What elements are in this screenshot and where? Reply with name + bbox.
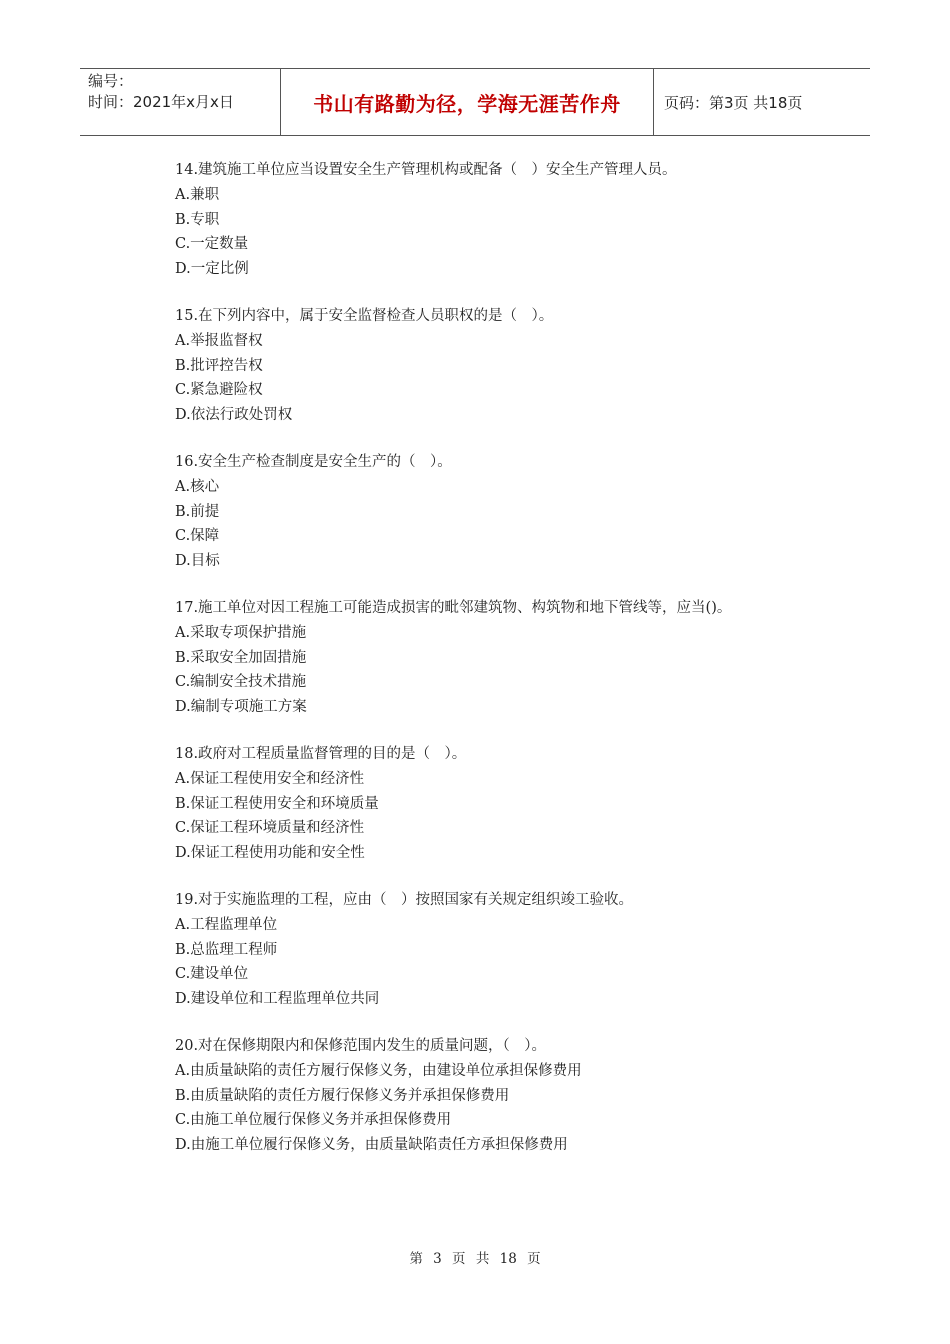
page-info: 页码：第3页 共18页 bbox=[664, 93, 803, 112]
option-a: A.核心 bbox=[175, 478, 220, 495]
question-stem: 19.对于实施监理的工程，应由（ ）按照国家有关规定组织竣工验收。 bbox=[175, 891, 634, 908]
option-b: B.总监理工程师 bbox=[175, 941, 278, 958]
question-16 bbox=[175, 450, 875, 574]
question-18 bbox=[175, 742, 875, 866]
option-b: B.批评控告权 bbox=[175, 357, 263, 374]
option-d: D.保证工程使用功能和安全性 bbox=[175, 845, 365, 862]
page-footer bbox=[0, 1247, 950, 1267]
question-20 bbox=[175, 1034, 875, 1158]
option-b: B.由质量缺陷的责任方履行保修义务并承担保修费用 bbox=[175, 1087, 510, 1104]
question-stem: 20.对在保修期限内和保修范围内发生的质量问题，（ ）。 bbox=[175, 1037, 547, 1054]
option-d: D.目标 bbox=[175, 553, 220, 570]
question-stem: 16.安全生产检查制度是安全生产的（ ）。 bbox=[175, 453, 452, 470]
option-c: C.编制安全技术措施 bbox=[175, 674, 307, 691]
option-c: C.保障 bbox=[175, 528, 220, 545]
option-c: C.保证工程环境质量和经济性 bbox=[175, 820, 365, 837]
number-label: 编号： bbox=[88, 72, 134, 90]
question-list bbox=[175, 158, 875, 1180]
question-stem: 14.建筑施工单位应当设置安全生产管理机构或配备（ ）安全生产管理人员。 bbox=[175, 162, 677, 178]
question-19 bbox=[175, 888, 875, 1012]
footer-page-number: 第 3 页 共 18 页 bbox=[409, 1251, 541, 1267]
option-b: B.专职 bbox=[175, 211, 220, 228]
option-c: C.由施工单位履行保修义务并承担保修费用 bbox=[175, 1112, 452, 1129]
header-meta bbox=[80, 69, 281, 135]
option-d: D.一定比例 bbox=[175, 261, 249, 278]
time-label: 时间：2021年x月x日 bbox=[88, 93, 234, 111]
option-a: A.举报监督权 bbox=[175, 332, 263, 349]
option-c: C.一定数量 bbox=[175, 236, 249, 253]
question-stem: 15.在下列内容中，属于安全监督检查人员职权的是（ ）。 bbox=[175, 307, 554, 324]
option-a: A.工程监理单位 bbox=[175, 916, 278, 933]
option-d: D.编制专项施工方案 bbox=[175, 699, 307, 716]
option-a: A.兼职 bbox=[175, 186, 220, 203]
option-c: C.紧急避险权 bbox=[175, 382, 263, 399]
option-d: D.建设单位和工程监理单位共同 bbox=[175, 991, 380, 1008]
question-17 bbox=[175, 596, 875, 720]
header-motto-cell bbox=[281, 69, 654, 135]
option-c: C.建设单位 bbox=[175, 966, 249, 983]
option-a: A.采取专项保护措施 bbox=[175, 624, 307, 641]
option-b: B.保证工程使用安全和环境质量 bbox=[175, 795, 379, 812]
motto-text: 书山有路勤为径，学海无涯苦作舟 bbox=[313, 91, 621, 116]
option-d: D.由施工单位履行保修义务，由质量缺陷责任方承担保修费用 bbox=[175, 1137, 568, 1154]
question-14 bbox=[175, 158, 875, 282]
option-d: D.依法行政处罚权 bbox=[175, 407, 293, 424]
option-a: A.保证工程使用安全和经济性 bbox=[175, 770, 365, 787]
question-stem: 17.施工单位对因工程施工可能造成损害的毗邻建筑物、构筑物和地下管线等，应当()。 bbox=[175, 599, 732, 616]
page-header bbox=[80, 68, 870, 136]
question-15 bbox=[175, 304, 875, 428]
option-a: A.由质量缺陷的责任方履行保修义务，由建设单位承担保修费用 bbox=[175, 1062, 582, 1079]
header-page-info-cell bbox=[654, 69, 870, 135]
question-stem: 18.政府对工程质量监督管理的目的是（ ）。 bbox=[175, 745, 467, 762]
option-b: B.采取安全加固措施 bbox=[175, 649, 307, 666]
option-b: B.前提 bbox=[175, 503, 220, 520]
